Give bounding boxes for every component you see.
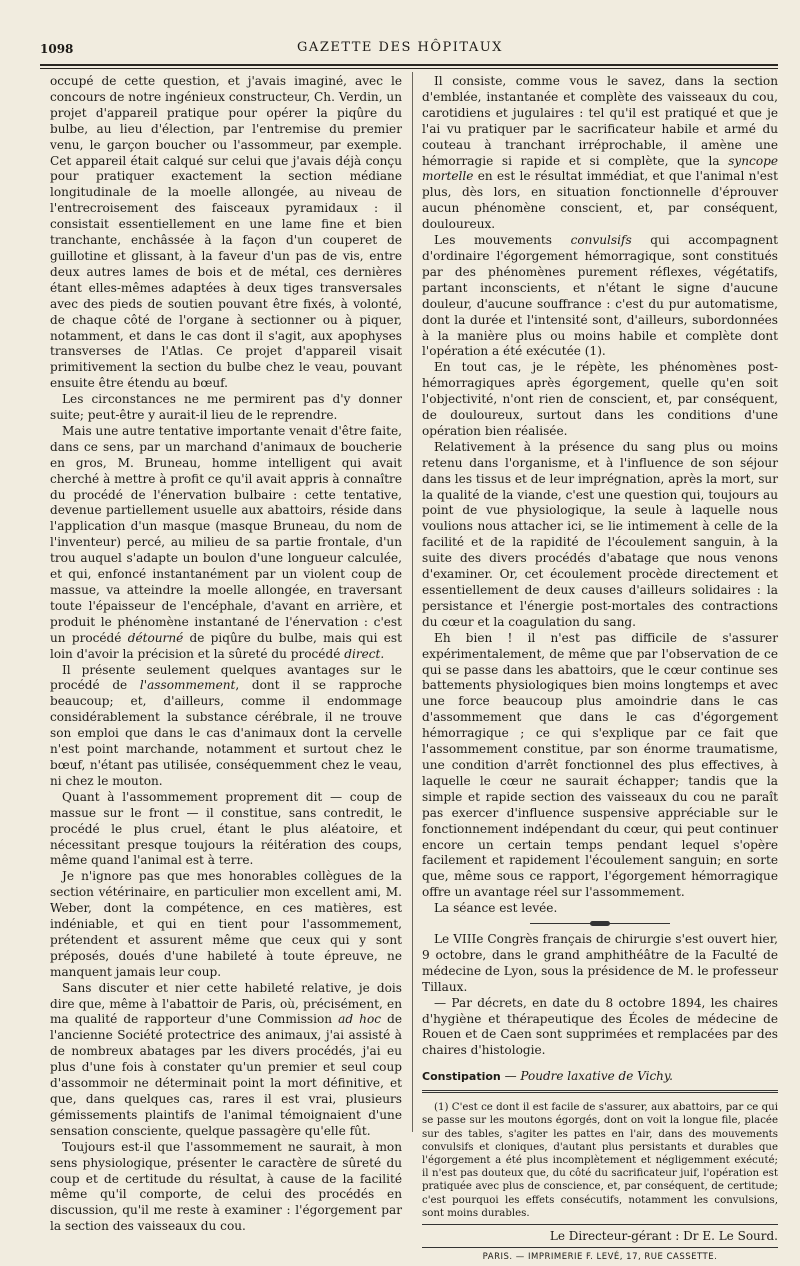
text-run: Les mouvements [434, 233, 571, 248]
column-divider [412, 72, 413, 1132]
advert-product: Poudre laxative de Vichy. [520, 1069, 673, 1084]
right_column-paragraph [422, 233, 778, 360]
text-run: Quant à l'assommement proprement dit — coup de massue sur le front — il constitue, sans contredit, le procédé le plus cruel, étant le plus aléatoire, et nécessitant presque toujours la réitération des coups, même quand l'animal est à terre. [50, 789, 402, 868]
left_column-paragraph [50, 869, 402, 980]
right-column [422, 74, 778, 1266]
advert [422, 1069, 778, 1085]
right_column-paragraph [422, 74, 778, 233]
left_column-paragraph [50, 790, 402, 870]
text-run: occupé de cette question, et j'avais imaginé, avec le concours de notre ingénieux constructeur, Ch. Verdin, un projet d'appareil pratique pour opérer la piqûre du bulbe, au lieu d'élection, par l'entremise du premier venu, le garçon boucher ou l'assommeur, par exemple. Cet appareil était calqué sur celui que j'avais déjà conçu pour pratiquer exactement la section médiane longitudinale de la moelle allongée, au niveau de l'entrecroisement des faisceaux pyramidaux : il consistait essentiellement en une lame fine et bien tranchante, enchâssée à la façon d'un couperet de guillotine et glissant, à la faveur d'un pas de vis, entre deux autres lames de bois et de métal, ces dernières étant elles-mêmes adaptées à deux tiges transversales avec des pieds de soutien pouvant être fixés, à volonté, de chaque côté de l'organe à sectionner ou à piquer, notamment, et dans le cas dont il s'agit, aux apophyses transverses de l'Atlas. Ce projet d'appareil visait primitivement la section du bulbe chez le veau, pouvant ensuite être étendu au bœuf. [50, 74, 402, 391]
text-run: qui accompagnent d'ordinaire l'égorgement hémorragique, sont constitués par des phénomènes purement réflexes, végétatifs, partant inconscients, et n'étant le signe d'aucune douleur, d'aucune souffrance : c'est du pur automatisme, dont la durée et l'intensité sont, d'ailleurs, subordonnées à la manière plus ou moins habile et complète dont l'opération a été exécutée (1). [422, 233, 778, 359]
journal-title: GAZETTE DES HÔPITAUX [297, 40, 503, 55]
printer-imprint: PARIS. — IMPRIMERIE F. LEVÉ, 17, RUE CASSETTE. [482, 1251, 718, 1262]
advert-label: Constipation [422, 1070, 501, 1084]
text-run: Il consiste, comme vous le savez, dans la section d'emblée, instantanée et complète des vaisseaux du cou, carotidiens et jugulaires : tel qu'il est pratiqué et que je l'ai vu pratiquer par le sacrificateur habile et armé du couteau à tranchant irréprochable, il amène une hémorragie si rapide et si complète, que la [422, 74, 778, 168]
right-column-body [422, 74, 778, 917]
text-run: Je n'ignore pas que mes honorables collègues de la section vétérinaire, en particulier mon excellent ami, M. Weber, dont la compétence, en ces matières, est indéniable, et qui en tient pour l'assommement, prétendent et assurent même que ceux qui y sont préposés, doués d'une habileté à toute épreuve, ne manquent jamais leur coup. [50, 869, 402, 979]
text-run: Le VIIIe Congrès français de chirurgie s'est ouvert hier, 9 octobre, dans le grand amphithéâtre de la Faculté de médecine de Lyon, sous la présidence de M. le professeur Tillaux. [422, 932, 778, 994]
header-rule-thin [40, 68, 778, 69]
advert-rule [422, 1090, 778, 1091]
section-separator [530, 923, 670, 924]
news-paragraph [422, 996, 778, 1060]
header-rule [40, 64, 778, 66]
text-run: de piqûre du bulbe, mais qui est loin d'avoir la précision et la sûreté du procédé [50, 630, 402, 661]
signature-rule-2 [422, 1247, 778, 1248]
footnote-text: (1) C'est ce dont il est facile de s'assurer, aux abattoirs, par ce qui se passe sur les moutons égorgés, dont on voit la longue file, placée sur des tables, s'agiter les pattes en l'air, dans des mouvements convulsifs et cloniques, d'autant plus persistants et durables que l'égorgement a été plus incomplètement et négligemment exécuté; il n'est pas douteux que, du côté du sacrificateur juif, l'opération est pratiquée avec plus de conscience, et, par conséquent, de certitude; c'est pourquoi les effets consécutifs, notamment les convulsions, sont moins durables. [422, 1102, 778, 1219]
italic-text: détourné [127, 630, 184, 645]
advert-rule-2 [422, 1092, 778, 1093]
text-run: Sans discuter et nier cette habileté relative, je dois dire que, même à l'abattoir de Paris, où, précisément, en ma qualité de rapporteur d'une Commission [50, 980, 402, 1027]
text-run: de l'ancienne Société protectrice des animaux, j'ai assisté à de nombreux abatages par les divers procédés, j'ai eu plus d'une fois à constater qu'un premier et seul coup d'assommoir ne déterminait point la mort définitive, et que, dans quelques cas, rares il est vrai, plusieurs gémissements plaintifs de l'animal témoignaient d'une sensation consciente, quelque passagère qu'elle fût. [50, 1012, 403, 1138]
italic-text: ad hoc [338, 1012, 382, 1027]
news-section [422, 932, 778, 1059]
right_column-paragraph [422, 901, 778, 917]
text-run: Il présente seulement quelques avantages sur le procédé de [50, 662, 402, 693]
right_column-paragraph [422, 440, 778, 631]
news-paragraph [422, 932, 778, 996]
signature-rule [422, 1224, 778, 1225]
text-run: Relativement à la présence du sang plus ou moins retenu dans l'organisme, et à l'influence de son séjour dans les tissus et de leur imprégnation, après la mort, sur la qualité de la viande, c'est une question qui, toujours au point de vue physiologique, la seule à laquelle nous voulions nous attacher ici, se lie intimement à celle de la facilité et de la rapidité de l'écoulement sanguin, à la suite des divers procédés d'abatage que nous venons d'examiner. Or, cet écoulement procède directement et essentiellement de deux causes d'ailleurs solidaires : la persistance et l'énergie post-mortales des contractions du cœur et la coagulation du sang. [422, 439, 778, 629]
left_column-paragraph [50, 1140, 402, 1235]
text-run: Eh bien ! il n'est pas difficile de s'assurer expérimentalement, de même que par l'observation de ce qui se passe dans les abattoirs, que le cœur continue ses battements physiologiques bien moins longtemps et avec une force beaucoup plus amoindrie dans le cas d'assommement que dans le cas d'égorgement hémorragique ; ce qui s'explique par ce fait que l'assommement constitue, par son énorme traumatisme, une condition d'arrêt fonctionnel des plus effectives, à laquelle le cœur ne saurait échapper; tandis que la simple et rapide section des vaisseaux du cou ne paraît pas exercer d'influence suspensive appréciable sur le fonctionnement indépendant du cœur, qui peut continuer encore un certain temps pendant lequel s'opère facilement et rapidement l'écoulement sanguin; en sorte que, même sous ce rapport, l'égorgement hémorragique offre un avantage réel sur l'assommement. [422, 630, 778, 900]
right_column-paragraph [422, 360, 778, 440]
italic-text: convulsifs [570, 233, 632, 248]
italic-text: syncope mortelle [422, 153, 778, 184]
italic-text: direct. [344, 646, 385, 661]
left_column-paragraph [50, 663, 402, 790]
footnote [422, 1101, 778, 1220]
text-run: Toujours est-il que l'assommement ne saurait, à mon sens physiologique, présenter le caractère de sûreté du coup et de certitude du résultat, à cause de la facilité même qu'il comporte, de celui des procédés en discussion, qu'il me reste à examiner : l'égorgement par la section des vaisseaux du cou. [50, 1139, 402, 1234]
gerant-line: Le Directeur-gérant : Dr E. Le Sourd. [549, 1229, 778, 1244]
text-run: Mais une autre tentative importante venait d'être faite, dans ce sens, par un marchand d'animaux de boucherie en gros, M. Bruneau, homme intelligent qui avait cherché à mettre à profit ce qu'il avait appris à connaître du procédé de l'énervation bulbaire : cette tentative, devenue partiellement usuelle aux abattoirs, réside dans l'application d'un masque (masque Bruneau, du nom de l'inventeur) percé, au milieu de sa partie frontale, d'un trou auquel s'adapte un boulon d'une longueur calculée, et qui, enfoncé instantanément par un violent coup de massue, va atteindre la moelle allongée, en traversant toute l'épaisseur de l'encéphale, d'avant en arrière, et produit le phénomène instantané de l'énervation : c'est un procédé [50, 423, 402, 645]
left_column-paragraph [50, 424, 402, 663]
right_column-paragraph [422, 631, 778, 901]
page-header [40, 38, 760, 60]
text-run: en est le résultat immédiat, et que l'animal n'est plus, dès lors, en situation fonctionnelle d'éprouver aucun phénomène conscient, et, par conséquent, douloureux. [422, 169, 778, 232]
left_column-paragraph [50, 981, 402, 1140]
text-run: — Par décrets, en date du 8 octobre 1894, les chaires d'hygiène et thérapeutique des Écoles de médecine de Rouen et de Caen sont supprimées et remplacées par des chaires d'histologie. [422, 995, 778, 1058]
left_column-paragraph [50, 392, 402, 424]
italic-text: l'assommement [139, 678, 236, 693]
text-run: , dont il se rapproche beaucoup; et, d'ailleurs, comme il endommage considérablement la substance cérébrale, il ne trouve son emploi que dans le cas d'animaux dont la cervelle n'est point marchande, notamment et surtout chez le bœuf, n'étant pas utilisée, conséquemment chez le veau, ni chez le mouton. [50, 678, 402, 788]
text-run: En tout cas, je le répète, les phénomènes post-hémorragiques après égorgement, quelle qu'en soit l'objectivité, n'ont rien de conscient, et, par conséquent, de douloureux, surtout dans les conditions d'une opération bien réalisée. [422, 360, 778, 438]
left_column-paragraph [50, 74, 402, 392]
left-column [50, 74, 402, 1235]
text-run: La séance est levée. [434, 901, 558, 916]
page-number: 1098 [40, 42, 74, 56]
advert-dash: — [500, 1069, 521, 1084]
text-run: Les circonstances ne me permirent pas d'y donner suite; peut-être y aurait-il lieu de le reprendre. [50, 392, 402, 423]
